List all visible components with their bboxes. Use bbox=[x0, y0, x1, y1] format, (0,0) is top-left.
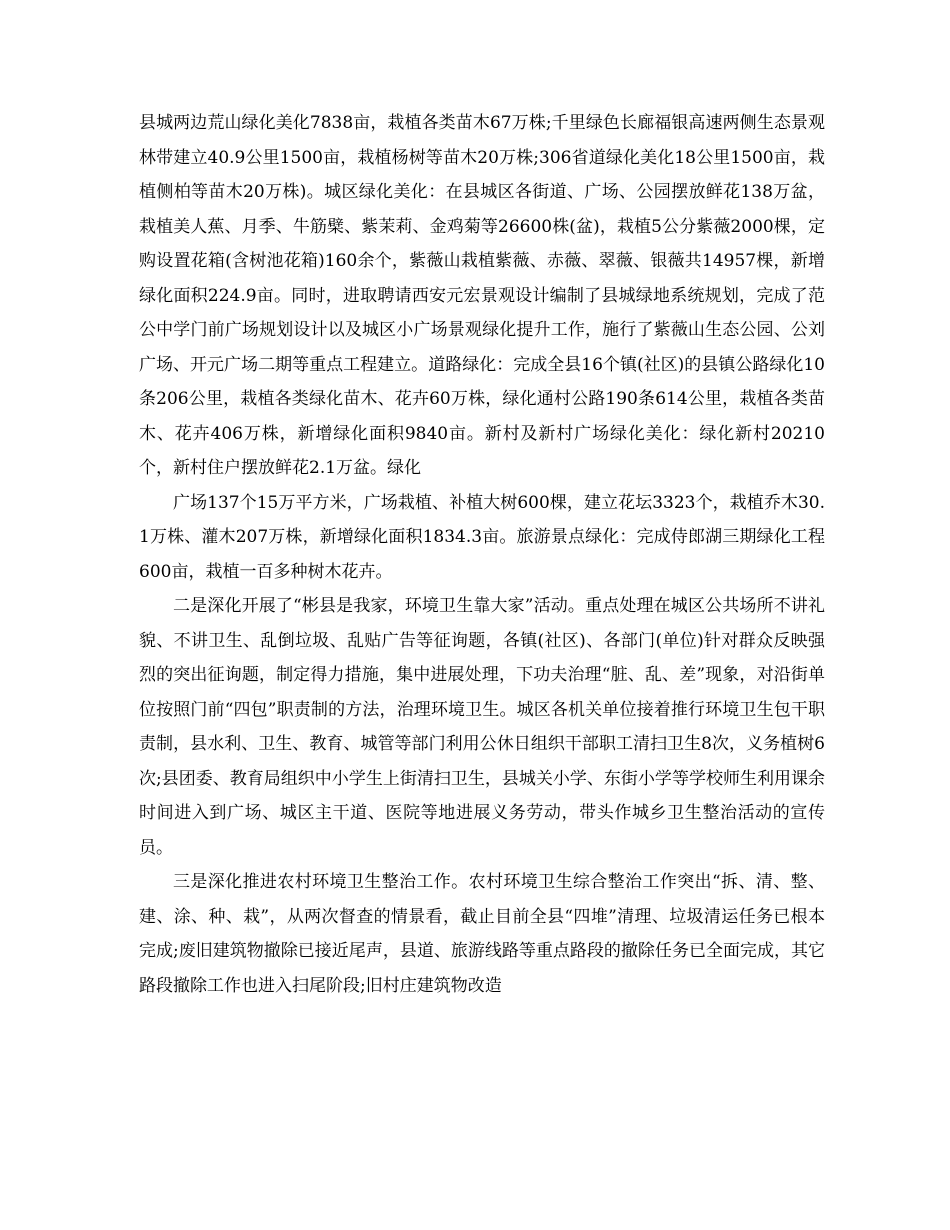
paragraph-3: 二是深化开展了“彬县是我家，环境卫生靠大家”活动。重点处理在城区公共场所不讲礼貌、不讲卫生、乱倒垃圾、乱贴广告等征询题，各镇(社区)、各部门(单位)针对群众反映强烈的突出征询题，制定得力措施，集中进展处理，下功夫治理“脏、乱、差”现象，对沿街单位按照门前“四包”职责制的方法，治理环境卫生。城区各机关单位接着推行环境卫生包干职责制，县水利、卫生、教育、城管等部门利用公休日组织干部职工清扫卫生8次，义务植树6次;县团委、教育局组织中小学生上街清扫卫生，县城关小学、东街小学等学校师生利用课余时间进入到广场、城区主干道、医院等地进展义务劳动，带头作城乡卫生整治活动的宣传员。 bbox=[139, 596, 825, 858]
document-body bbox=[139, 106, 825, 1003]
paragraph-1: 县城两边荒山绿化美化7838亩，栽植各类苗木67万株;千里绿色长廊福银高速两侧生态景观林带建立40.9公里1500亩，栽植杨树等苗木20万株;306省道绿化美化18公里1500亩，栽植侧柏等苗木20万株)。城区绿化美化：在县城区各街道、广场、公园摆放鲜花138万盆，栽植美人蕉、月季、牛筋檗、紫茉莉、金鸡菊等26600株(盆)，栽植5公分紫薇2000棵，定购设置花箱(含树池花箱)160余个，紫薇山栽植紫薇、赤薇、翠薇、银薇共14957棵，新增绿化面积224.9亩。同时，进取聘请西安元宏景观设计编制了县城绿地系统规划，完成了范公中学门前广场规划设计以及城区小广场景观绿化提升工作，施行了紫薇山生态公园、公刘广场、开元广场二期等重点工程建立。道路绿化：完成全县16个镇(社区)的县镇公路绿化10条206公里，栽植各类绿化苗木、花卉60万株，绿化通村公路190条614公里，栽植各类苗木、花卉406万株，新增绿化面积9840亩。新村及新村广场绿化美化：绿化新村20210个，新村住户摆放鲜花2.1万盆。绿化 bbox=[139, 113, 825, 478]
paragraph-4: 三是深化推进农村环境卫生整治工作。农村环境卫生综合整治工作突出“拆、清、整、建、涂、种、栽”，从两次督查的情景看，截止目前全县“四堆”清理、垃圾清运任务已根本完成;废旧建筑物撤除已接近尾声，县道、旅游线路等重点路段的撤除任务已全面完成，其它路段撤除工作也进入扫尾阶段;旧村庄建筑物改造 bbox=[139, 872, 825, 996]
paragraph-2: 广场137个15万平方米，广场栽植、补植大树600棵，建立花坛3323个，栽植乔木30.1万株、灌木207万株，新增绿化面积1834.3亩。旅游景点绿化：完成侍郎湖三期绿化工程600亩，栽植一百多种树木花卉。 bbox=[139, 492, 825, 582]
